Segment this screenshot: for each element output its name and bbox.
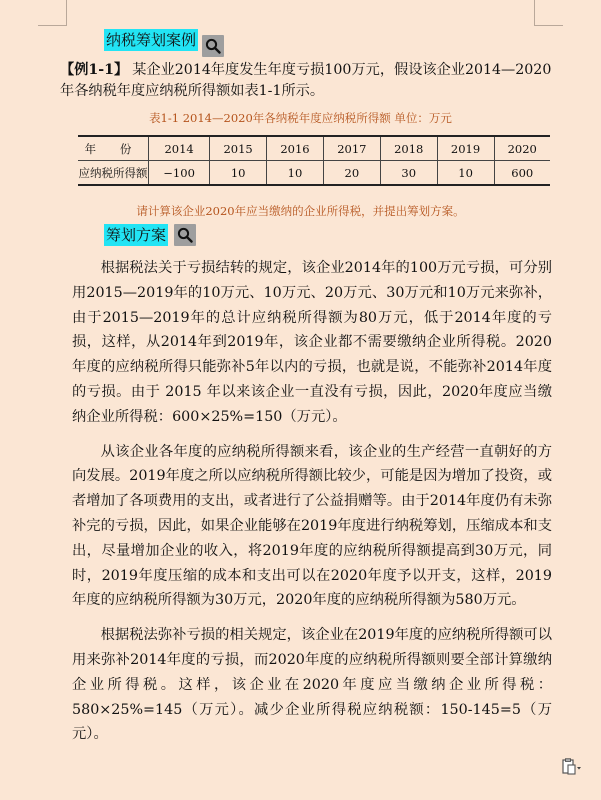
search-button[interactable] [202,35,224,57]
plan-title-text: 筹划方案 [106,226,167,244]
paragraph: 从该企业各年度的应纳税所得额来看，该企业的生产经营一直朝好的方向发展。2019年度之所以应纳税所得额比较少，可能是因为增加了投资，或者增加了各项费用的支出，或者进行了公益捐赠等。由于2014年度仍有未弥补完的亏损，因此，如果企业能够在2019年度进行纳税筹划，压缩成本和支出，尽量增加企业的收入，将2019年度的应纳税所得额提高到30万元，同时，2019年度压缩的成本和支出可以在2020年度予以开支，这样，2019年度的应纳税所得额为30万元，2020年度的应纳税所得额为580万元。 [72,443,552,609]
year-cell: 2020 [494,136,550,161]
paragraph: 根据税法弥补亏损的相关规定，该企业在2019年度的应纳税所得额可以用来弥补2014年度的亏损，而2020年度的应纳税所得额则要全部计算缴纳企业所得税。这样，该企业在2020年度应当缴纳企业所得税：580×25%=145（万元）。减少企业所得税应纳税额：150-145=5（万元）。 [72,627,552,743]
value-cell: 10 [437,161,494,186]
value-cell: 600 [494,161,550,186]
plan-body [72,256,552,757]
year-cell: 2016 [267,136,324,161]
value-cell: 30 [380,161,437,186]
crop-mark-top-right-v [534,0,535,26]
paste-options-button[interactable] [561,758,583,780]
year-header-cell: 年 份 [78,136,149,161]
example-statement [60,60,560,102]
crop-mark-top-right-h [534,25,563,26]
clipboard-icon [561,758,583,776]
example-label: 【例1-1】 [60,62,129,78]
table-caption: 表1-1 2014—2020年各纳税年度应纳税所得额 单位：万元 [149,111,452,125]
crop-mark-top-left-h [38,25,67,26]
year-cell: 2017 [323,136,380,161]
table-value-row [78,161,550,186]
question-text: 请计算该企业2020年应当缴纳的企业所得税，并提出筹划方案。 [136,204,465,218]
section-title-text: 纳税筹划案例 [106,31,197,49]
section-title [104,29,198,51]
search-button[interactable] [174,224,196,246]
table-header-row [78,136,550,161]
value-cell: 10 [267,161,324,186]
example-text: 某企业2014年度发生年度亏损100万元，假设该企业2014—2020年各纳税年度应纳税所得额如表1-1所示。 [60,62,552,99]
search-icon [177,227,193,243]
taxable-income-table [78,135,550,186]
search-icon [205,38,221,54]
value-cell: −100 [149,161,210,186]
year-cell: 2015 [210,136,267,161]
year-cell: 2019 [437,136,494,161]
crop-mark-top-left-v [66,0,67,26]
year-cell: 2014 [149,136,210,161]
year-cell: 2018 [380,136,437,161]
value-cell: 20 [323,161,380,186]
row-label-cell: 应纳税所得额 [78,165,148,180]
value-cell: 10 [210,161,267,186]
paragraph: 根据税法关于亏损结转的规定，该企业2014年的100万元亏损，可分别用2015—2019年的10万元、10万元、20万元、30万元和10万元来弥补，由于2015—2019年的总计应纳税所得额为80万元，低于2014年度的亏损，这样，从2014年到2019年，该企业都不需要缴纳企业所得税。2020年度的应纳税所得只能弥补5年以内的亏损，也就是说，不能弥补2014年度的亏损。由于 2015 年以来该企业一直没有亏损，因此，2020年度应当缴纳企业所得税：600×25%=150（万元）。 [72,260,552,425]
plan-title [104,224,168,246]
